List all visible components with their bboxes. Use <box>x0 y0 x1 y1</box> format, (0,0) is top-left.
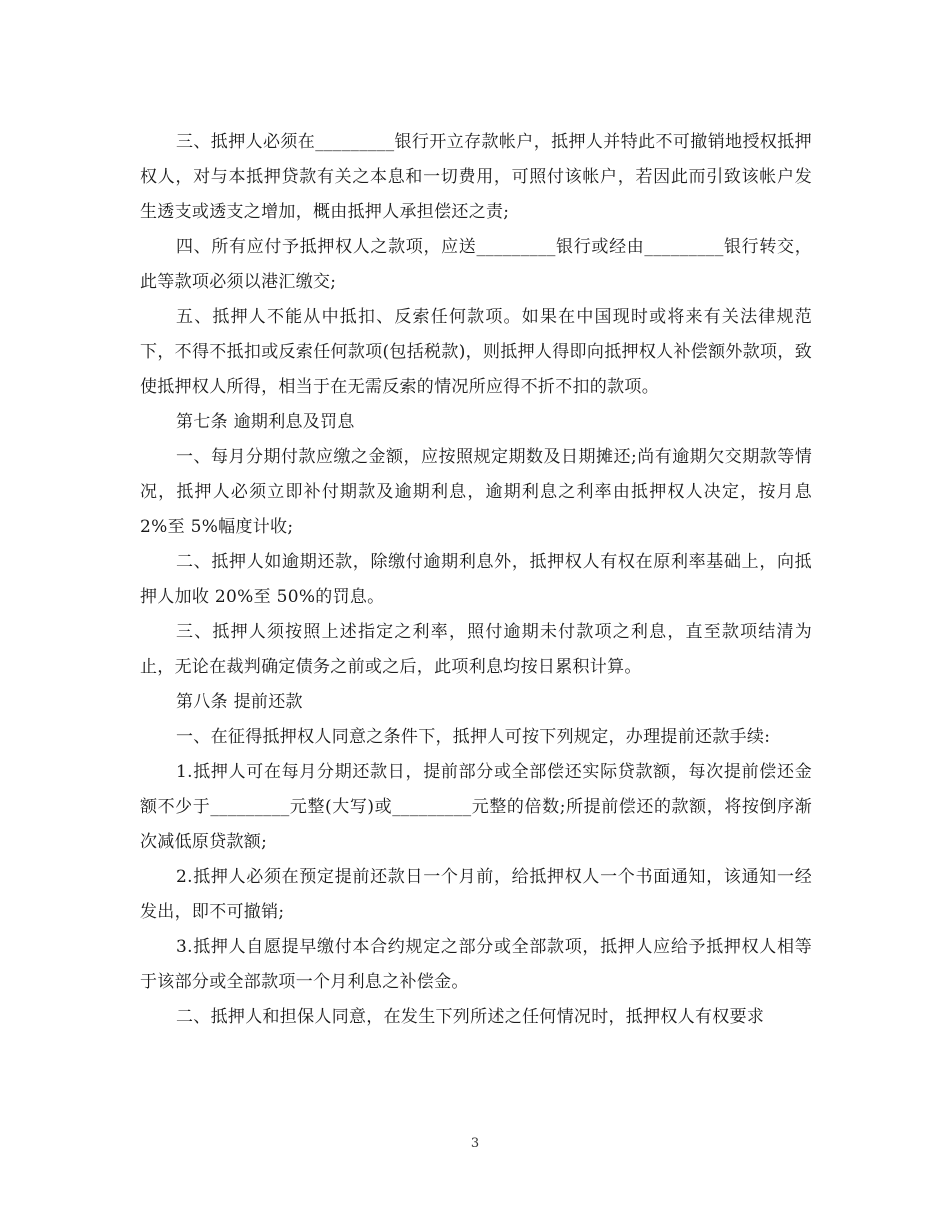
clause-paragraph: 一、每月分期付款应缴之金额，应按照规定期数及日期摊还;尚有逾期欠交期款等情况，抵押人必须立即补付期款及逾期利息，逾期利息之利率由抵押权人决定，按月息 2%至 5%幅度计收; <box>140 447 812 537</box>
clause-paragraph: 五、抵押人不能从中抵扣、反索任何款项。如果在中国现时或将来有关法律规范下，不得不抵扣或反索任何款项(包括税款)，则抵押人得即向抵押权人补偿额外款项，致使抵押权人所得，相当于在无需反索的情况所应得不折不扣的款项。 <box>140 307 812 397</box>
clause-paragraph: 3.抵押人自愿提早缴付本合约规定之部分或全部款项，抵押人应给予抵押权人相等于该部分或全部款项一个月利息之补偿金。 <box>140 937 812 992</box>
clause-paragraph: 二、抵押人和担保人同意，在发生下列所述之任何情况时，抵押权人有权要求 <box>176 1007 765 1027</box>
article-heading: 第八条 提前还款 <box>176 692 303 712</box>
clause-paragraph: 2.抵押人必须在预定提前还款日一个月前，给抵押权人一个书面通知，该通知一经发出，即不可撤销; <box>140 867 812 922</box>
document-body <box>140 125 812 1035</box>
page-number: 3 <box>470 1136 480 1151</box>
clause-paragraph: 一、在征得抵押权人同意之条件下，抵押人可按下列规定，办理提前还款手续: <box>176 727 771 747</box>
clause-paragraph: 四、所有应付予抵押权人之款项，应送_________银行或经由_________银行转交，此等款项必须以港汇缴交; <box>140 237 812 292</box>
clause-paragraph: 三、抵押人须按照上述指定之利率，照付逾期未付款项之利息，直至款项结清为止，无论在裁判确定债务之前或之后，此项利息均按日累积计算。 <box>140 622 812 677</box>
article-heading: 第七条 逾期利息及罚息 <box>176 412 355 432</box>
clause-paragraph: 1.抵押人可在每月分期还款日，提前部分或全部偿还实际贷款额，每次提前偿还金额不少于_________元整(大写)或_________元整的倍数;所提前偿还的款额，将按倒序渐次减低原贷款额; <box>140 762 812 852</box>
clause-paragraph: 三、抵押人必须在_________银行开立存款帐户，抵押人并特此不可撤销地授权抵押权人，对与本抵押贷款有关之本息和一切费用，可照付该帐户，若因此而引致该帐户发生透支或透支之增加，概由抵押人承担偿还之责; <box>140 132 812 222</box>
clause-paragraph: 二、抵押人如逾期还款，除缴付逾期利息外，抵押权人有权在原利率基础上，向抵押人加收 20%至 50%的罚息。 <box>140 552 812 607</box>
